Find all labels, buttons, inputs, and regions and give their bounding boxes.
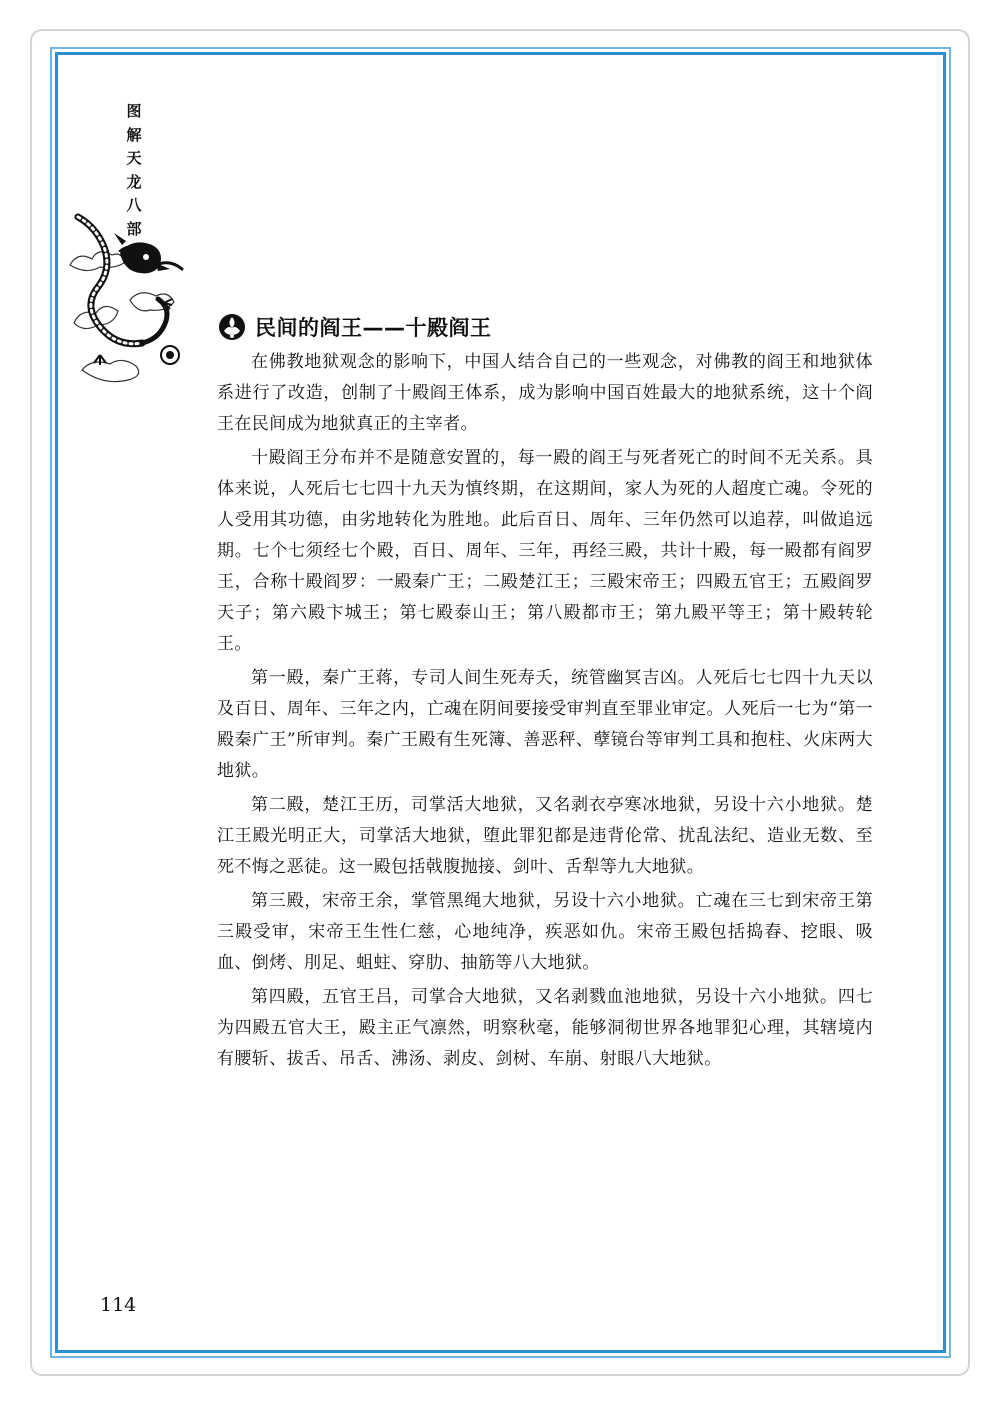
paragraph: 在佛教地狱观念的影响下，中国人结合自己的一些观念，对佛教的阎王和地狱体系进行了改造，创制了十殿阎王体系，成为影响中国百姓最大的地狱系统，这十个阎王在民间成为地狱真正的主宰者。	[217, 352, 873, 434]
side-title-char: 八	[126, 196, 142, 214]
side-title-char: 部	[126, 219, 142, 238]
paragraph: 第一殿，秦广王蒋，专司人间生死寿夭，统管幽冥吉凶。人死后七七四十九天以及百日、周年、三年之内，亡魂在阴间要接受审判直至罪业审定。人死后一七为“第一殿秦广王”所审判。秦广王殿有生死簿、善恶秤、孽镜台等审判工具和抱柱、火床两大地狱。	[217, 668, 873, 781]
section-heading	[217, 309, 492, 345]
page-number: 114	[100, 1294, 137, 1316]
paragraph: 第三殿，宋帝王余，掌管黑绳大地狱，另设十六小地狱。亡魂在三七到宋帝王第三殿受审，宋帝王生性仁慈，心地纯净，疾恶如仇。宋帝王殿包括捣舂、挖眼、吸血、倒烤、刖足、蛆蛀、穿肋、抽筋等八大地狱。	[217, 891, 873, 973]
paragraph: 第二殿，楚江王历，司掌活大地狱，又名剥衣亭寒冰地狱，另设十六小地狱。楚江王殿光明正大，司掌活大地狱，堕此罪犯都是违背伦常、扰乱法纪、造业无数、至死不悔之恶徒。这一殿包括戟腹抛接、剑叶、舌犁等九大地狱。	[217, 795, 873, 877]
article-body	[217, 347, 873, 1078]
section-title: 民间的阎王——十殿阎王	[255, 316, 492, 340]
side-title-char: 图	[126, 102, 142, 120]
paragraph: 十殿阎王分布并不是随意安置的，每一殿的阎王与死者死亡的时间不无关系。具体来说，人死后七七四十九天为慎终期，在这期间，家人为死的人超度亡魂。令死的人受用其功德，由劣地转化为胜地。此后百日、周年、三年仍然可以追荐，叫做追远期。七个七须经七个殿，百日、周年、三年，再经三殿，共计十殿，每一殿都有阎罗王，合称十殿阎罗：一殿秦广王；二殿楚江王；三殿宋帝王；四殿五官王；五殿阎罗天子；第六殿卞城王；第七殿泰山王；第八殿都市王；第九殿平等王；第十殿转轮王。	[217, 448, 873, 654]
side-title-char: 天	[126, 149, 142, 167]
lotus-flame-icon	[217, 312, 247, 342]
dragon-illustration	[60, 205, 200, 390]
side-title-char: 解	[126, 125, 142, 144]
paragraph: 第四殿，五官王吕，司掌合大地狱，又名剥戮血池地狱，另设十六小地狱。四七为四殿五官大王，殿主正气凛然，明察秋毫，能够洞彻世界各地罪犯心理，其辖境内有腰斩、拔舌、吊舌、沸汤、剥皮、剑树、车崩、射眼八大地狱。	[217, 987, 873, 1069]
side-title-char: 龙	[126, 172, 142, 191]
